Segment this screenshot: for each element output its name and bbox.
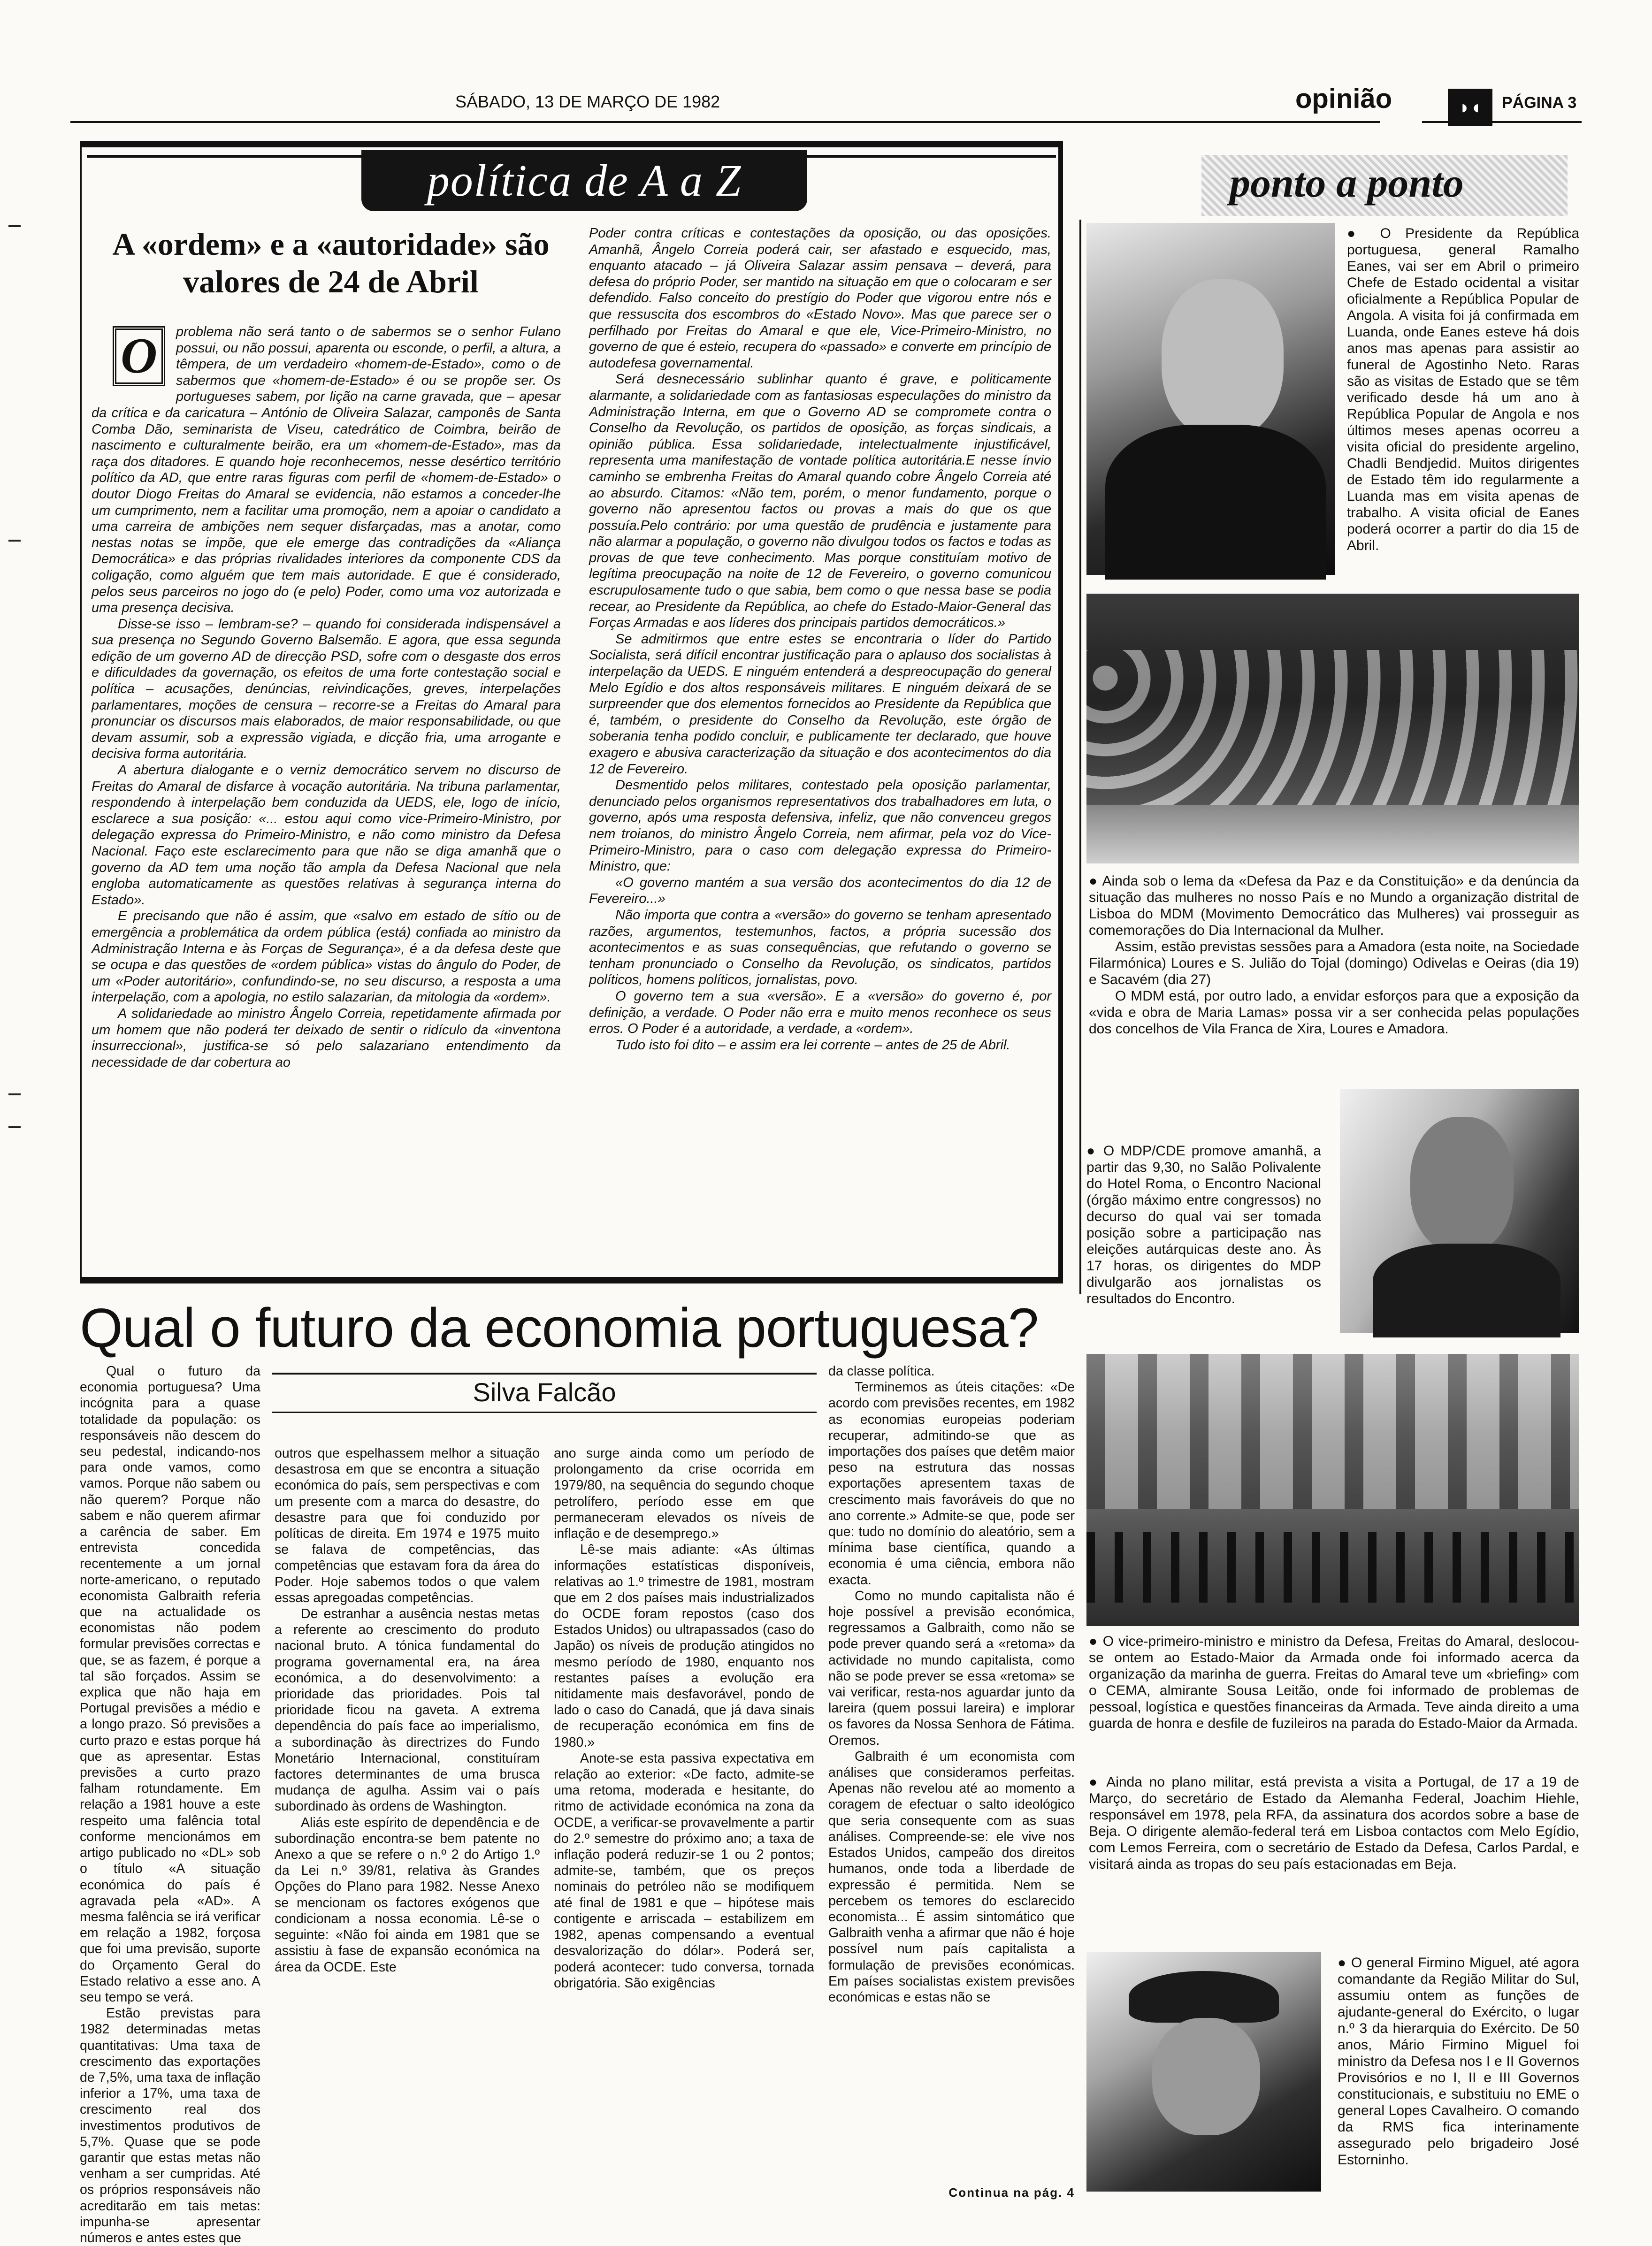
- economia-column-2: [275, 1445, 540, 2201]
- ponto-item-1: [1347, 225, 1579, 575]
- politica-column-1: [92, 324, 561, 1262]
- ponto-item-3: [1086, 1143, 1321, 1326]
- politica-c2-p4: Desmentido pelos militares, contestado pela oposição parlamentar, denunciado pelos organismos representativos dos trabalhadores em luta, o governo, após uma resposta defensiva, infeliz, que não convenceu gregos nem troianos, do ministro Ângelo Correia, nem afirmar, pela voz do Vice-Primeiro-Ministro, para o caso com delegação expressa do Primeiro-Ministro, que:: [589, 778, 1051, 874]
- ponto-item-3-text: O MDP/CDE promove amanhã, a partir das 9,30, no Salão Polivalente do Hotel Roma, o Encontro Nacional (órgão máximo entre congressos) no decurso do qual vai ser tomada posição sobre a participação nas eleições autárquicas deste ano. Às 17 horas, os dirigentes do MDP divulgarão aos jornalistas os resultados do Encontro.: [1086, 1143, 1321, 1306]
- portrait-suit: [1105, 425, 1326, 580]
- economia-byline: Silva Falcão: [473, 1377, 616, 1407]
- portrait-face: [1410, 1117, 1514, 1253]
- ponto-banner-title: ponto a ponto: [1230, 160, 1464, 206]
- margin-mark: [8, 1126, 21, 1128]
- logo-glyph: ◗◖: [1459, 97, 1482, 118]
- politica-column-2: [589, 225, 1051, 1262]
- header-date: SÁBADO, 13 DE MARÇO DE 1982: [455, 92, 720, 111]
- header-rule-right: [1422, 121, 1582, 123]
- politica-c1-p1: problema não será tanto o de sabermos se o senhor Fulano possui, ou não possui, aparenta ou esconde, o perfil, a altura, a têmpera, de um verdadeiro «homem-de-Estado», como o de sabermos que «homem-de-Estado» é ou se propõe ser. Os portugueses sabem, por lição na carne gravada, que – apesar da crítica e da caricatura – António de Oliveira Salazar, camponês de Santa Comba Dão, seminarista de Viseu, catedrático de Coimbra, beirão de nascimento e culturalmente beirão, era um «homem-de-Estado», mas da raça dos ditadores. E quando hoje reconhecemos, nesse desértico território político da AD, que entre raras figuras com perfil de «homem-de-Estado» o doutor Diogo Freitas do Amaral se evidencia, não estamos a conceder-lhe um cumprimento, nem a facilitar uma promoção, nem a apoiar o candidato a uma carreira de ambições nem sequer disfarçadas, mas a anotar, como nestas notas se impõe, que ele emerge das contradições da «Aliança Democrática» e das próprias rivalidades interiores da componente CDS da coligação, como alguém que tem mais autoridade. E que é considerado, pelos seus parceiros no jogo do (e pelo) Poder, como uma voz autorizada e uma presença decisiva.: [92, 324, 561, 616]
- economia-c2-p2: De estranhar a ausência nestas metas a referente ao crescimento do produto nacional bruto. A tónica fundamental do programa governamental era, na área económica, a do desenvolvimento: a prioridade das prioridades. Pois tal prioridade ficou na gaveta. A extrema dependência do país face ao imperialismo, a subordinação às directrizes do Fundo Monetário Internacional, constituíram factores determinantes de uma brusca mudança de agulha. Assim vai o país subordinado às ordens de Washington.: [275, 1606, 540, 1814]
- economia-c2-p1: outros que espelhassem melhor a situação desastrosa em que se encontra a situação económica do país, sem perspectivas e com um presente com a marca do desastre, do desastre para que foi conduzido por políticas de direita. Em 1974 e 1975 muito se falava de competências, das competências que estavam fora da área do Poder. Hoje sabemos todos o que valem essas apregoadas competências.: [275, 1446, 540, 1605]
- politica-c2-p3: Se admitirmos que entre estes se encontraria o líder do Partido Socialista, será difícil encontrar justificação para o aplauso dos socialistas à interpelação da UEDS. E ninguém entenderá a despreocupação do general Melo Egídio e dos altos responsáveis militares. E ninguém deixará de se surpreender que dos elementos fornecidos ao Presidente da República que é, também, o presidente do Conselho da Revolução, este órgão de soberania tenha podido concluir, e publicamente ter declarado, que houve exagero e abusiva caracterização da situação e dos acontecimentos do dia 12 de Fevereiro.: [589, 631, 1051, 777]
- header-rule: [70, 121, 1380, 123]
- margin-mark: [8, 225, 21, 227]
- economia-c4-p1: da classe política.: [828, 1364, 935, 1379]
- margin-mark: [8, 1093, 21, 1095]
- politica-c2-p6: Não importa que contra a «versão» do governo se tenham apresentado razões, argumentos, testemunhos, factos, a própria sucessão dos acontecimentos e as suas consequências, que refutando o governo se tenham pronunciado o Conselho da Revolução, os sindicatos, partidos políticos, homens políticos, jornalistas, povo.: [589, 907, 1051, 988]
- ponto-banner: [1201, 155, 1568, 216]
- economia-headline: Qual o futuro da economia portuguesa?: [80, 1297, 1039, 1359]
- economia-c1-p1: Qual o futuro da economia portuguesa? Uma incógnita para a quase totalidade da população: os responsáveis não descem do seu pedestal, indicando-nos para onde vamos, como vamos. Porque não sabem ou não querem? Porque não sabem e não querem afirmar a carência de saber. Em entrevista concedida recentemente a um jornal norte-americano, o reputado economista Galbraith referia que na actualidade os economistas não podem formular previsões correctas e que, se as fazem, é porque a tal são forçados. Assim se explica que não haja em Portugal previsões a médio e a longo prazo. Só previsões a curto prazo e estas porque há que as apresentar. Estas previsões a curto prazo falham rotundamente. Em relação a 1981 houve a este respeito uma falência total conforme mencionámos em artigo publicado no «DL» sob o título «A situação económica do país é agravada pela «AD». A mesma falência se irá verificar em relação a 1982, forçosa que foi uma previsão, suporte do Orçamento Geral do Estado relativo a esse ano. A seu tempo se verá.: [80, 1364, 260, 2005]
- portrait-head: [1162, 279, 1284, 439]
- portrait-body: [1373, 1244, 1560, 1337]
- economia-c4-p4: Galbraith é um economista com análises que consideramos perfeitas. Apenas não revelou até ao momento a coragem de efectuar o salto ideológico que seria consequente com as suas análises. Compreende-se: ele vive nos Estados Unidos, campeão dos direitos humanos, onde toda a liberdade de expressão é permitida. Nem se percebem os temores do esclarecido economista... É assim sintomático que Galbraith venha a afirmar que não é hoje possível num país capitalista a formulação de previsões económicas. Em países socialistas existem previsões económicas e estas não se: [828, 1749, 1075, 2005]
- photo-mdm-meeting: [1086, 594, 1579, 863]
- ponto-item-5: [1089, 1774, 1579, 1896]
- dropcap-letter: O: [121, 328, 157, 384]
- portrait-face: [1152, 2018, 1260, 2135]
- building-windows: [1086, 1354, 1579, 1509]
- bullet-icon: ●: [1338, 1955, 1347, 1971]
- header-page-number: PÁGINA 3: [1502, 94, 1577, 112]
- economia-column-4: [828, 1363, 1075, 2187]
- photo-firmino-miguel: [1086, 1952, 1321, 2192]
- ponto-item-4: [1089, 1633, 1579, 1755]
- economia-column-1: [80, 1363, 260, 2246]
- economia-c3-p1: ano surge ainda como um período de prolongamento da crise ocorrida em 1979/80, na sequência do segundo choque petrolífero, período esse em que permaneceram elevados os níveis de inflação e de desemprego.»: [554, 1446, 814, 1542]
- politica-headline: A «ordem» e a «autoridade» são valores de 24 de Abril: [112, 226, 550, 299]
- politica-c2-p5: «O governo mantém a sua versão dos acontecimentos do dia 12 de Fevereiro...»: [589, 875, 1051, 907]
- photo-mdp-leader: [1340, 1089, 1579, 1333]
- photo-eanes: [1086, 223, 1335, 575]
- ponto-item-6-text: O general Firmino Miguel, até agora comandante da Região Militar do Sul, assumiu ontem as funções de ajudante-general do Exército, o lugar n.º 3 da hierarquia do Exército. De 50 anos, Mário Firmino Miguel foi ministro da Defesa nos I e II Governos Provisórios e no I, II e III Governos constitucionais, e substituiu no EME o general Lopes Cavalheiro. O comando da RMS fica interinamente assegurado pelo brigadeiro José Estorninho.: [1338, 1955, 1580, 2168]
- ponto-item-2b-text: Assim, estão previstas sessões para a Amadora (esta noite, na Sociedade Filarmónica) Loures e S. Julião do Tojal (domingo) Odivelas e Oeiras (dia 19) e Sacavém (dia 27): [1089, 939, 1579, 987]
- ponto-item-2: [1089, 873, 1579, 1108]
- bullet-icon: ●: [1086, 1143, 1097, 1159]
- bullet-icon: ●: [1089, 1634, 1098, 1649]
- ponto-item-2a-text: Ainda sob o lema da «Defesa da Paz e da Constituição» e da denúncia da situação das mulheres no nosso País e no Mundo a organização distrital de Lisboa do MDM (Movimento Democrático das Mulheres) vai prosseguir as comemorações do Dia Internacional da Mulher.: [1089, 873, 1579, 938]
- politica-c2-p2: Será desnecessário sublinhar quanto é grave, e politicamente alarmante, a solidariedade com as fantasiosas especulações do ministro da Administração Interna, em que o Governo AD se compromete contra o Conselho da Revolução, os partidos de oposição, as forças sindicais, a opinião pública. Essa solidariedade, intelectualmente injustificável, representa uma manifestação de vontade política autoritária.E nesse ínvio caminho se embrenha Freitas do Amaral quando cobre Ângelo Correia até ao absurdo. Citamos: «Não tem, porém, o menor fundamento, porque o governo não apresentou factos ou provas a mais do que os que possuía.Pelo contrário: por uma questão de prudência e justamente para não alarmar a população, o governo não divulgou todos os factos e todas as provas de que teve conhecimento. Mas porque constituíam motivo de legítima preocupação na noite de 12 de Fevereiro, o governo comunicou escrupulosamente tudo o que sabia, bem como o que nessa base se podia recear, ao Presidente da República, ao chefe do Estado-Maior-General das Forças Armadas e aos líderes dos principais partidos democráticos.»: [589, 372, 1051, 631]
- economia-c3-p2: Lê-se mais adiante: «As últimas informações estatísticas disponíveis, relativas ao 1.º trimestre de 1981, mostram que em 2 dos países mais industrializados do OCDE foram repostos (caso dos Estados Unidos) ou ultrapassados (caso do Japão) os níveis de produção atingidos no mesmo período de 1980, enquanto nos restantes países a evolução era nitidamente mais desfavorável, pondo de lado o caso do Canadá, que já dava sinais de recuperação económica em fins de 1980.»: [554, 1542, 814, 1750]
- politica-c2-p8: Tudo isto foi dito – e assim era lei corrente – antes de 25 de Abril.: [615, 1037, 1010, 1053]
- politica-c2-p1: Poder contra críticas e contestações da oposição, ou das oposições. Amanhã, Ângelo Correia poderá cair, ser afastado e esquecido, mas, enquanto atacado – já Oliveira Salazar assim pensava – deverá, para defesa do próprio Poder, ser mantido na situação em que o colocaram e ser defendido. Falso conceito do prestígio do Poder que vigorou entre nós e que ressuscita dos escombros do «Estado Novo». Mas que parece ser o perfilhado por Freitas do Amaral e que ele, Vice-Primeiro-Ministro, no governo de que é esteio, recupera do «passado» e converte em princípio de autodefesa governamental.: [589, 226, 1051, 371]
- economia-column-3: [554, 1445, 814, 2201]
- ponto-item-5-text: Ainda no plano militar, está prevista a visita a Portugal, de 17 a 19 de Março, do secretário de Estado da Alemanha Federal, Joachim Hiehle, responsável em 1978, pela RFA, da assinatura dos acordos sobre a base de Beja. O dirigente alemão-federal terá em Lisboa contactos com Melo Egídio, com Lemos Ferreira, com o secretário de Estado da Defesa, Carlos Pardal, e visitará ainda as tropas do seu país estacionadas em Beja.: [1089, 1774, 1579, 1872]
- ponto-item-1-text: O Presidente da República portuguesa, general Ramalho Eanes, vai ser em Abril o primeiro Chefe de Estado ocidental a visitar oficialmente a República Popular de Angola. A visita foi já confirmada em Luanda, onde Eanes esteve há dois anos mas apenas para assistir ao funeral de Agostinho Neto. Raras são as visitas de Estado que se têm verificado desde há um ano à República Popular de Angola e nos últimos meses apenas ocorreu a visita oficial do presidente argelino, Chadli Bendjedid. Muitos dirigentes de Estado têm ido regularmente a Luanda mas em visita apenas de trabalho. A visita oficial de Eanes poderá ocorrer a partir do dia 15 de Abril.: [1347, 226, 1579, 553]
- portrait-cap: [1129, 1971, 1279, 2023]
- crowd-shapes: [1086, 650, 1579, 805]
- politica-banner: [361, 150, 807, 211]
- ponto-item-6: [1338, 1955, 1579, 2194]
- page-header: [70, 84, 1582, 124]
- byline-rule: [272, 1373, 817, 1375]
- economia-c3-p3: Anote-se esta passiva expectativa em relação ao exterior: «De facto, admite-se uma retoma, moderada e hesitante, do ritmo de actividade económica na zona da OCDE, a verificar-se provavelmente a partir do 2.º semestre do próximo ano; a taxa de inflação poderá reduzir-se 1 ou 2 pontos; admite-se, também, que os preços nominais do petróleo não se modifiquem até final de 1981 e que – hipótese mais contigente e arriscada – estabilizem em 1982, apenas compensando a eventual desvalorização do dólar». Poderá ser, poderá acontecer: tudo conversa, tornada obrigatória. São exigências: [554, 1750, 814, 1991]
- politica-banner-title: política de A a Z: [427, 155, 742, 206]
- continued-link[interactable]: Continua na pág. 4: [948, 2185, 1075, 2200]
- politica-c1-p3: A abertura dialogante e o verniz democrático servem no discurso de Freitas do Amaral de disfarce à vocação autoritária. Na tribuna parlamentar, respondendo à interpelação bem conduzida da UEDS, ele, logo de início, esclarece a sua posição: «... estou aqui como vice-Primeiro-Ministro, por delegação expressa do Primeiro-Ministro, e não como ministro da Defesa Nacional. Faço este esclarecimento para que não se diga amanhã que o governo da AD tem uma noção tão ampla da Defesa Nacional que nela engloba automaticamente as questões relativas à segurança interna do Estado».: [92, 763, 561, 908]
- photo-navy-parade: [1086, 1354, 1579, 1626]
- bullet-icon: ●: [1347, 226, 1366, 241]
- ponto-divider: [1079, 220, 1081, 1294]
- ponto-item-4-text: O vice-primeiro-ministro e ministro da Defesa, Freitas do Amaral, deslocou-se ontem ao Estado-Maior da Armada onde foi informado acerca da organização da marinha de guerra. Freitas do Amaral teve um «briefing» com o CEMA, almirante Sousa Leitão, onde foi informado de problemas de pessoal, logística e questões financeiras da Armada. Teve ainda direito a uma guarda de honra e desfile de fuzileiros na parada do Estado-Maior da Armada.: [1089, 1634, 1580, 1731]
- margin-mark: [8, 540, 21, 542]
- header-logo-box: [1448, 89, 1492, 126]
- economia-c2-p3: Aliás este espírito de dependência e de subordinação encontra-se bem patente no Anexo a que se refere o n.º 2 do Artigo 1.º da Lei n.º 39/81, relativa às Grandes Opções do Plano para 1982. Nesse Anexo se mencionam os factores exógenos que condicionam a nossa economia. Lê-se o seguinte: «Não foi ainda em 1981 que se assistiu à fase de expansão económica na área da OCDE. Este: [275, 1815, 540, 1975]
- byline-rule-bottom: [272, 1412, 817, 1413]
- economia-c4-p2: Terminemos as úteis citações: «De acordo com previsões recentes, em 1982 as economias europeias poderiam recuperar, admitindo-se que as importações dos países que detêm maior peso na estrutura das nossas exportações apresentem taxas de crescimento mais favoráveis do que no ano corrente.» Admite-se que, pode ser que: tudo no domínio do aleatório, sem a mínima base científica, quando a economia é uma ciência, embora não exacta.: [828, 1380, 1075, 1588]
- politica-c1-p4: E precisando que não é assim, que «salvo em estado de sítio ou de emergência a problemática da ordem pública (está) confiada ao ministro da Administração Interna e às Forças de Segurança», é a da defesa deste que se ocupa e das questões de «ordem pública» vistas do ângulo do Poder, de um «Poder autoritário», confundindo-se, no seu discurso, a resposta a uma interpelação, com a apologia, no estilo salazarian, da mitologia da «ordem».: [92, 909, 561, 1005]
- politica-c2-p7: O governo tem a sua «versão». E a «versão» do governo é, por definição, a verdade. O Poder não erra e muito menos reconhece os seus erros. O Poder é a autoridade, a verdade, a «ordem».: [589, 988, 1051, 1037]
- economia-c1-p2: Estão previstas para 1982 determinadas metas quantitativas: Uma taxa de crescimento das exportações de 7,5%, uma taxa de inflação inferior a 17%, uma taxa de crescimento real dos investimentos produtivos de 5,7%. Quase que se pode garantir que estas metas não venham a ser cumpridas. Até os próprios responsáveis não acreditarão em tais metas: impunha-se apresentar números e antes estes que: [80, 2006, 260, 2246]
- politica-c1-p5: A solidariedade ao ministro Ângelo Correia, repetidamente afirmada por um homem que não poderá ter deixado de sentir o ridículo da «inventona insurreccional», justifica-se só pelo salazariano entendimento da necessidade de dar cobertura ao: [92, 1006, 561, 1070]
- marching-troops: [1086, 1532, 1579, 1603]
- header-section: opinião: [1295, 84, 1392, 114]
- economia-c4-p3: Como no mundo capitalista não é hoje possível a previsão económica, regressamos a Galbraith, como não se pode prever quando será a «retoma» da actividade no mundo capitalista, como não se pode prever se essa «retoma» se vai verificar, resta-nos aguardar junto da lareira (quem possui lareira) e implorar os favores da Nossa Senhora de Fátima. Oremos.: [828, 1588, 1075, 1748]
- politica-c1-p2: Disse-se isso – lembram-se? – quando foi considerada indispensável a sua presença no Segundo Governo Balsemão. E agora, que essa segunda edição de um governo AD de direcção PSD, sofre com o desgaste dos erros e dificuldades da governação, os efeitos de uma forte contestação social e política – acusações, denúncias, reivindicações, greves, interpelações parlamentares, moções de censura – recorre-se a Freitas do Amaral para pronunciar os discursos mais elaborados, de maior responsabilidade, ou que devam assumir, sob a expressão vigiada, e dicção fria, uma arrogante e decisiva forma autoritária.: [92, 616, 561, 762]
- bullet-icon: ●: [1089, 873, 1098, 889]
- ponto-item-2c-text: O MDM está, por outro lado, a envidar esforços para que a exposição da «vida e obra de Maria Lamas» possa vir a ser conhecida pelas populações dos concelhos de Vila Franca de Xira, Loures e Amadora.: [1089, 988, 1579, 1037]
- bullet-icon: ●: [1089, 1774, 1101, 1790]
